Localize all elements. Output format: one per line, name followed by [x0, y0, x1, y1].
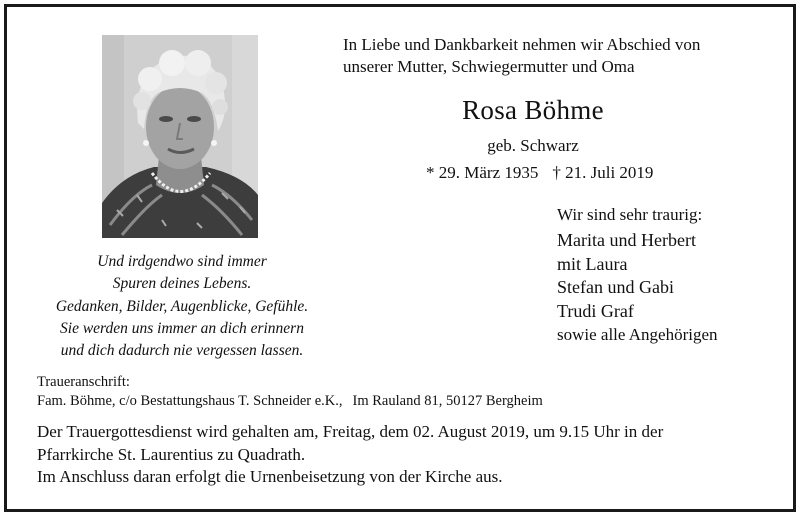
- address-line: [37, 392, 543, 411]
- service-line: Der Trauergottesdienst wird gehalten am, Freitag, dem 02. August 2019, um 9.15 Uhr in der: [37, 422, 664, 441]
- address-label: Traueranschrift:: [37, 374, 130, 390]
- mourners: [557, 203, 718, 347]
- death-date: † 21. Juli 2019: [552, 163, 654, 182]
- poem-line: und dich dadurch nie vergessen lassen.: [60, 342, 304, 360]
- intro-line: unserer Mutter, Schwiegermutter und Oma: [343, 56, 635, 76]
- birth-name: geb. Schwarz: [487, 136, 579, 155]
- intro-line: In Liebe und Dankbarkeit nehmen wir Abschied von: [343, 35, 701, 54]
- address-recipient: Fam. Böhme, c/o Bestattungshaus T. Schneider e.K.,: [37, 393, 343, 409]
- birth-date: * 29. März 1935: [426, 163, 539, 182]
- poem-line: Gedanken, Bilder, Augenblicke, Gefühle.: [55, 297, 309, 315]
- mourner-name: Stefan und Gabi: [557, 277, 674, 297]
- address-street: Im Rauland 81, 50127 Bergheim: [352, 393, 543, 409]
- life-dates: [426, 163, 653, 183]
- farewell-intro: [343, 34, 783, 77]
- deceased-name: Rosa Böhme: [462, 95, 604, 125]
- mourner-name: mit Laura: [557, 253, 628, 274]
- mourning-address: [37, 373, 543, 411]
- obituary-frame: [4, 4, 796, 512]
- poem-line: Sie werden uns immer an dich erinnern: [60, 319, 304, 337]
- mourner-name: Trudi Graf: [557, 300, 634, 321]
- service-line: Pfarrkirche St. Laurentius zu Quadrath.: [37, 444, 306, 464]
- portrait-photo: [102, 35, 258, 238]
- poem: [27, 251, 337, 362]
- poem-line: Spuren deines Lebens.: [112, 275, 252, 293]
- mourner-name: Marita und Herbert: [557, 230, 696, 250]
- poem-line: Und irdgendwo sind immer: [97, 253, 267, 270]
- mourners-list: [557, 229, 718, 347]
- mourners-intro: Wir sind sehr traurig:: [557, 205, 703, 224]
- service-line: Im Anschluss daran erfolgt die Urnenbeisetzung von der Kirche aus.: [37, 467, 503, 486]
- relatives-line: sowie alle Angehörigen: [557, 325, 718, 344]
- portrait-image: [102, 35, 258, 238]
- funeral-service-info: [37, 421, 777, 489]
